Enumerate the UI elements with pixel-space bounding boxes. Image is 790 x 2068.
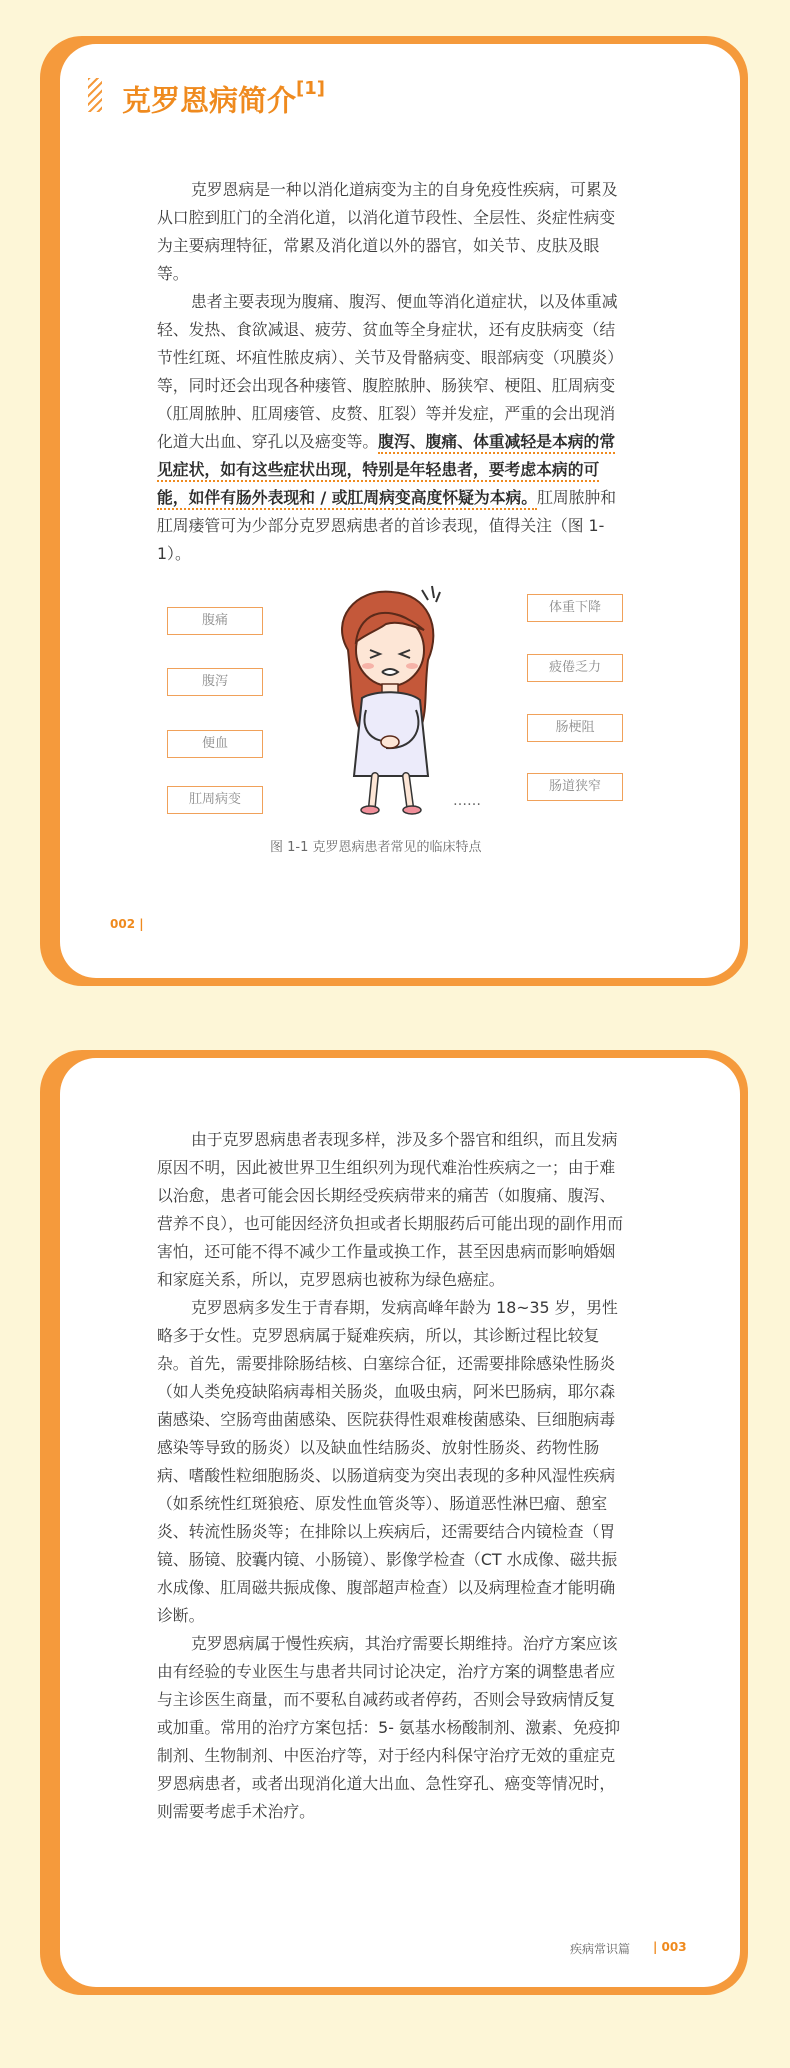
paragraph-2 (157, 288, 629, 568)
paragraph-2-tail: 肛周脓肿和肛周瘘管可为少部分克罗恩病患者的首诊表现，值得关注（图 1-1）。 (157, 488, 617, 563)
symptom-left-4: 肛周病变 (167, 786, 263, 814)
paragraph-1: 克罗恩病是一种以消化道病变为主的自身免疫性疾病，可累及从口腔到肛门的全消化道，以消化道节段性、全层性、炎症性病变为主要病理特征，常累及消化道以外的器官，如关节、皮肤及眼等。 (157, 180, 618, 283)
symptom-left-1: 腹痛 (167, 607, 263, 635)
figure-ellipsis: …… (453, 793, 481, 809)
page-number-right: | 003 (653, 1940, 687, 1954)
symptom-right-4: 肠道狭窄 (527, 773, 623, 801)
intro-text (157, 176, 629, 568)
page-number-left: 002 | (110, 917, 144, 931)
body-text-page-2 (157, 1126, 629, 1826)
page2-paragraph-2: 克罗恩病多发生于青春期，发病高峰年龄为 18~35 岁，男性略多于女性。克罗恩病属于疑难疾病，所以，其诊断过程比较复杂。首先，需要排除肠结核、白塞综合征，还需要排除感染性肠炎（如人类免疫缺陷病毒相关肠炎，血吸虫病，阿米巴肠病，耶尔森菌感染、空肠弯曲菌感染、医院获得性艰难梭菌感染、巨细胞病毒感染等导致的肠炎）以及缺血性结肠炎、放射性肠炎、药物性肠病、嗜酸性粒细胞肠炎、以肠道病变为突出表现的多种风湿性疾病（如系统性红斑狼疮、原发性血管炎等）、肠道恶性淋巴瘤、憩室炎、转流性肠炎等；在排除以上疾病后，还需要结合内镜检查（胃镜、肠镜、胶囊内镜、小肠镜）、影像学检查（CT 水成像、磁共振水成像、肛周磁共振成像、腹部超声检查）以及病理检查才能明确诊断。 (157, 1298, 618, 1625)
page-title: 克罗恩病简介[1] (122, 78, 325, 118)
symptom-left-3: 便血 (167, 730, 263, 758)
symptom-right-2: 疲倦乏力 (527, 654, 623, 682)
symptom-left-2: 腹泻 (167, 668, 263, 696)
page2-paragraph-3: 克罗恩病属于慢性疾病，其治疗需要长期维持。治疗方案应该由有经验的专业医生与患者共同讨论决定，治疗方案的调整患者应与主诊医生商量，而不要私自减药或者停药，否则会导致病情反复或加重。常用的治疗方案包括：5- 氨基水杨酸制剂、激素、免疫抑制剂、生物制剂、中医治疗等，对于经内科保守治疗无效的重症克罗恩病患者，或者出现消化道大出血、急性穿孔、癌变等情况时，则需要考虑手术治疗。 (157, 1634, 621, 1821)
title-reference: [1] (296, 78, 325, 99)
paragraph-2-plain: 患者主要表现为腹痛、腹泻、便血等消化道症状，以及体重减轻、发热、食欲减退、疲劳、贫血等全身症状，还有皮肤病变（结节性红斑、坏疽性脓皮病）、关节及骨骼病变、眼部病变（巩膜炎）等，同时还会出现各种瘘管、腹腔脓肿、肠狭窄、梗阻、肛周病变（肛周脓肿、肛周瘘管、皮赘、肛裂）等并发症，严重的会出现消化道大出血、穿孔以及癌变等。 (157, 292, 624, 451)
figure-caption: 图 1-1 克罗恩病患者常见的临床特点 (270, 840, 482, 855)
paragraph-2-highlight: 腹泻、腹痛、体重减轻是本病的常见症状，如有这些症状出现，特别是年轻患者，要考虑本病的可能，如伴有肠外表现和 / 或肛周病变高度怀疑为本病。 (157, 432, 615, 510)
symptom-right-1: 体重下降 (527, 594, 623, 622)
sick-girl-illustration (320, 580, 460, 820)
running-head: 疾病常识篇 (570, 1942, 631, 1956)
title-stripes-icon (88, 78, 102, 112)
page2-paragraph-1: 由于克罗恩病患者表现多样，涉及多个器官和组织，而且发病原因不明，因此被世界卫生组织列为现代难治性疾病之一；由于难以治愈，患者可能会因长期经受疾病带来的痛苦（如腹痛、腹泻、营养不良），也可能因经济负担或者长期服药后可能出现的副作用而害怕，还可能不得不减少工作量或换工作，甚至因患病而影响婚姻和家庭关系，所以，克罗恩病也被称为绿色癌症。 (157, 1130, 624, 1289)
symptom-right-3: 肠梗阻 (527, 714, 623, 742)
